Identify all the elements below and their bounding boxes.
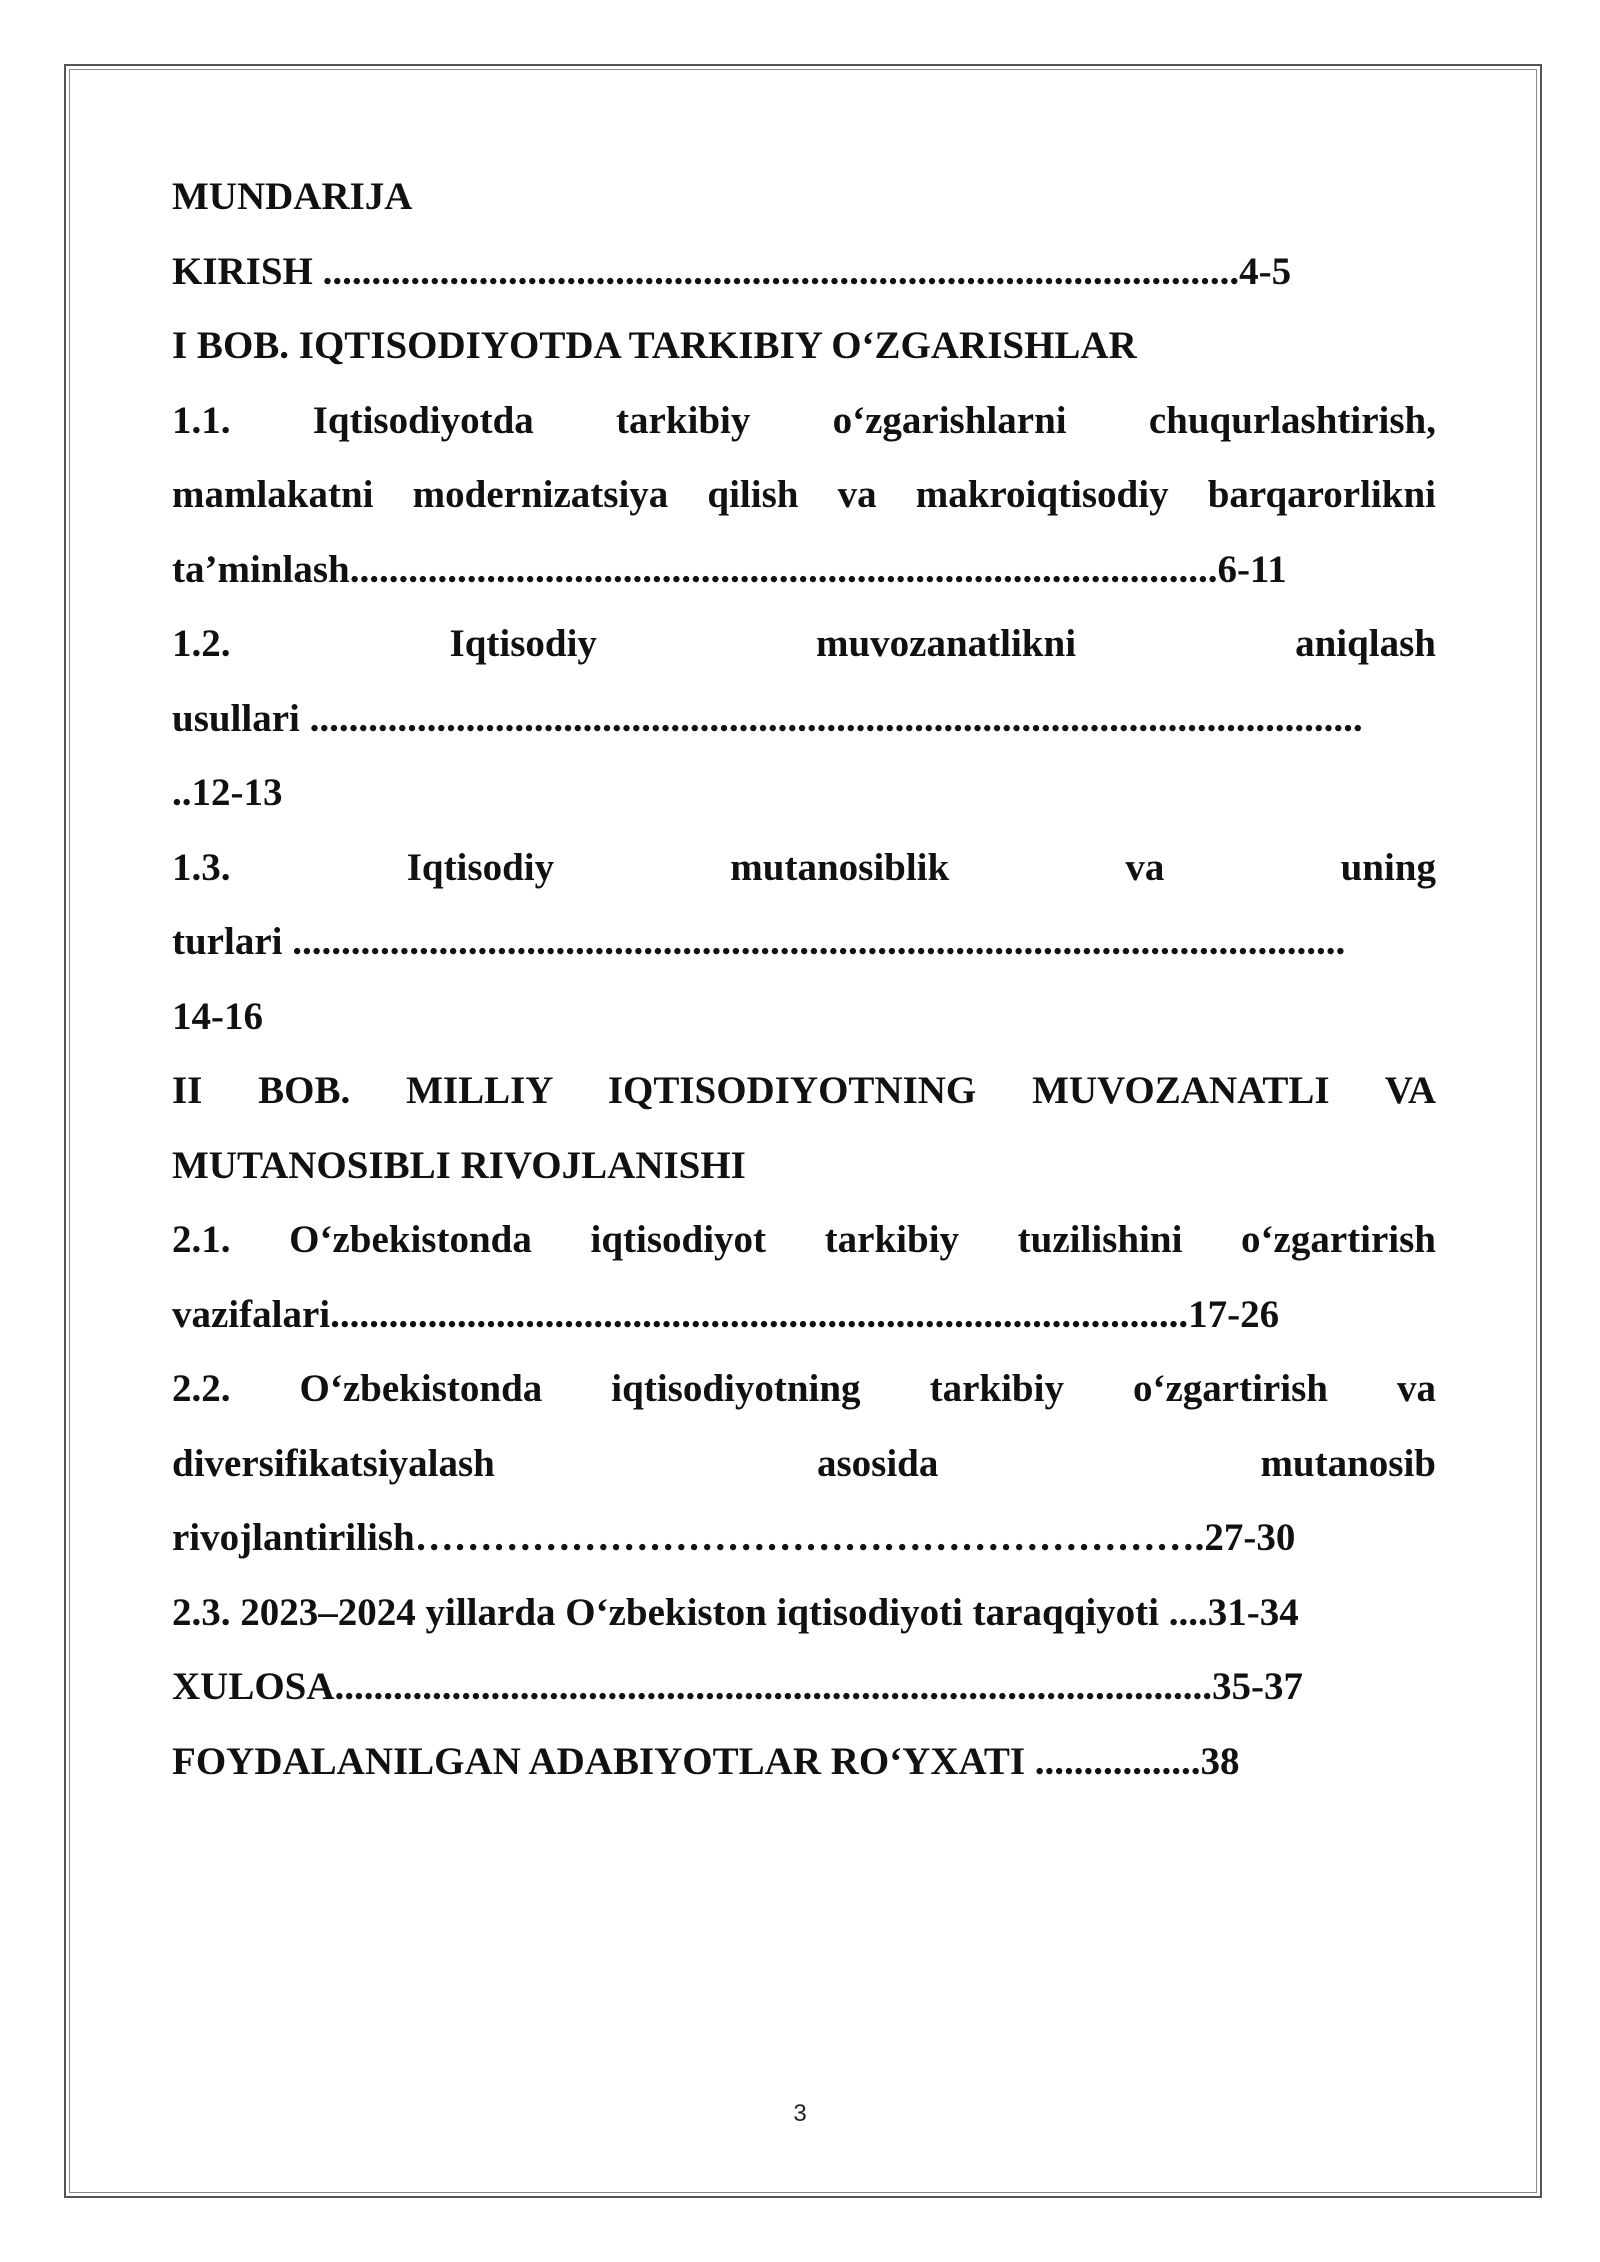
toc-line: usullari ............................................................................................................ (172, 696, 1363, 740)
toc-line: XULOSA..........................................................................................35-37 (172, 1665, 1304, 1708)
page-number: 3 (793, 2100, 807, 2127)
toc-line: 1.1. Iqtisodiyotda tarkibiy o‘zgarishlarni chuqurlashtirish, (172, 398, 1436, 442)
toc-line: MUTANOSIBLI RIVOJLANISHI (172, 1143, 746, 1187)
toc-line: ta’minlash.........................................................................................6-11 (172, 547, 1287, 591)
toc-line: rivojlantirilish…………………………………………………….27-30 (172, 1516, 1296, 1559)
toc-title: MUNDARIJA (172, 175, 413, 218)
toc-line: mamlakatni modernizatsiya qilish va makroiqtisodiy barqarorlikni (172, 473, 1436, 516)
toc-line: 2.2. O‘zbekistonda iqtisodiyotning tarkibiy o‘zgartirish va (172, 1367, 1436, 1410)
toc-line: FOYDALANILGAN ADABIYOTLAR RO‘YXATI .................38 (172, 1739, 1240, 1783)
toc-line: 1.3. Iqtisodiy mutanosiblik va uning (172, 845, 1436, 889)
toc-line: 2.1. O‘zbekistonda iqtisodiyot tarkibiy tuzilishini o‘zgartirish (172, 1218, 1436, 1261)
toc-line: 1.2. Iqtisodiy muvozanatlikni aniqlash (172, 622, 1436, 665)
toc-line: II BOB. MILLIY IQTISODIYOTNING MUVOZANATLI VA (172, 1069, 1436, 1112)
table-of-contents (172, 160, 1436, 1799)
toc-entries (172, 235, 1436, 1800)
toc-line: 14-16 (172, 994, 263, 1038)
toc-line: 2.3. 2023–2024 yillarda O‘zbekiston iqtisodiyoti taraqqiyoti ....31-34 (172, 1590, 1299, 1634)
toc-line: vazifalari........................................................................................17-26 (172, 1292, 1280, 1336)
toc-line: KIRISH ..............................................................................................4-5 (172, 249, 1292, 293)
toc-line: turlari ............................................................................................................ (172, 920, 1346, 963)
toc-line: I BOB. IQTISODIYOTDA TARKIBIY O‘ZGARISHLAR (172, 324, 1137, 367)
toc-line: diversifikatsiyalash asosida mutanosib (172, 1441, 1436, 1485)
toc-line: ..12-13 (172, 771, 283, 814)
